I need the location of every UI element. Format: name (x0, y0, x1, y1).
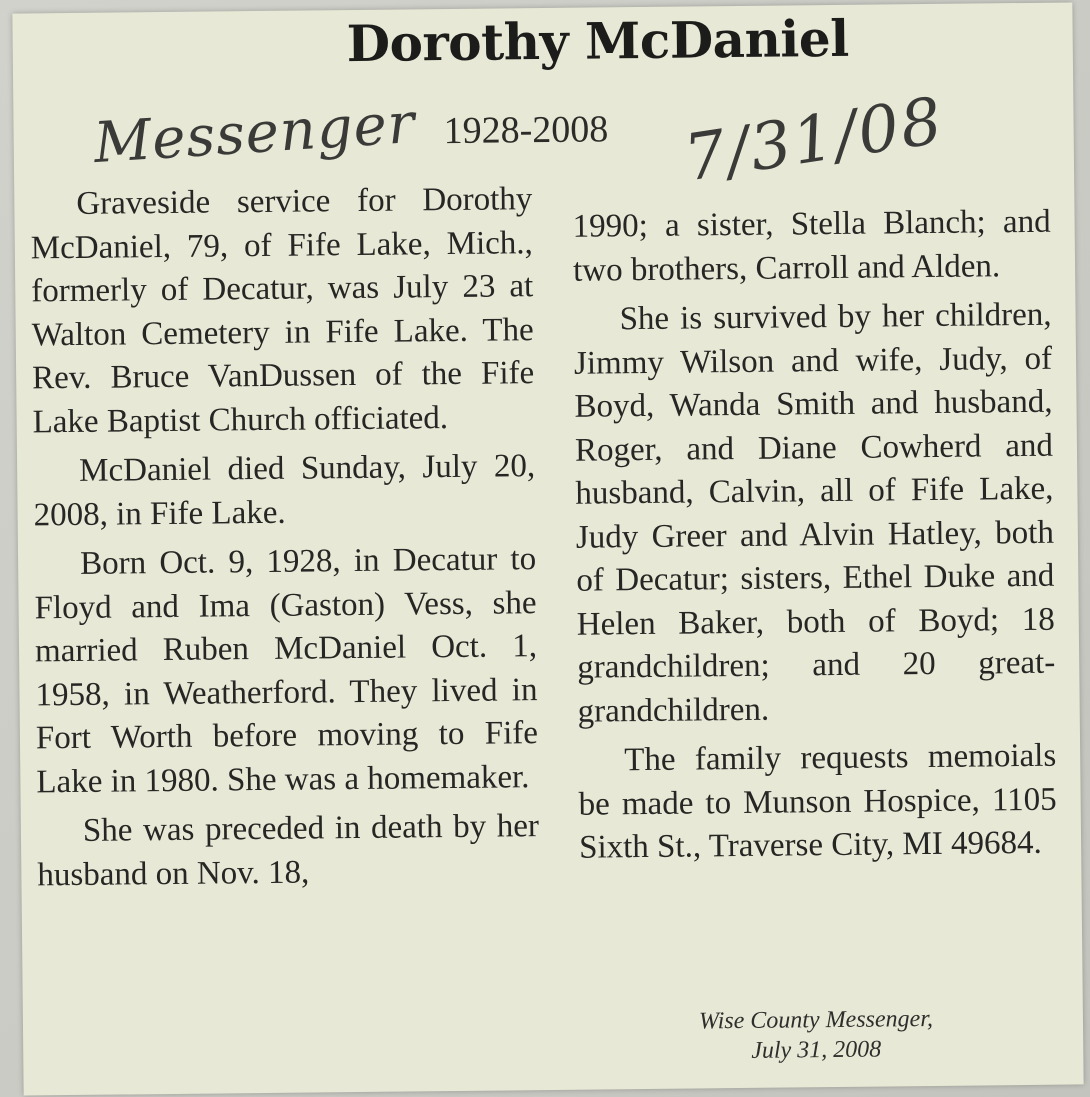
paragraph-biography: Born Oct. 9, 1928, in Decatur to Floyd and Ima (Gaston) Vess, she married Ruben McDaniel Oct. 1, 1958, in Weatherford. They lived in Fort Worth before moving to Fife Lake in 1980. She was a homemaker. (34, 541, 539, 800)
paragraph-preceded: She was preceded in death by her husband on Nov. 18, (37, 808, 540, 893)
paragraph-memorials: The family requests memoials be made to Munson Hospice, 1105 Sixth St., Traverse City, MI 49684. (578, 737, 1057, 866)
right-text-column (572, 201, 1057, 876)
paragraph-service: Graveside service for Dorothy McDaniel, 79, of Fife Lake, Mich., formerly of Decatur, was July 23 at Walton Cemetery in Fife Lake. The Rev. Bruce VanDussen of the Fife Lake Baptist Church officiated. (30, 181, 535, 440)
handwritten-date-note: 7/31/08 (679, 84, 949, 197)
newspaper-clipping (12, 2, 1083, 1095)
handwritten-source-note: Messenger (91, 91, 418, 177)
credit-publication: Wise County Messenger, (698, 1005, 934, 1035)
paragraph-preceded-continued: 1990; a sister, Stella Blanch; and two brothers, Carroll and Alden. (572, 203, 1051, 289)
paragraph-death: McDaniel died Sunday, July 20, 2008, in Fife Lake. (33, 448, 536, 533)
left-text-column (30, 178, 540, 903)
paragraph-survivors: She is survived by her children, Jimmy Wilson and wife, Judy, of Boyd, Wanda Smith and husband, Roger, and Diane Cowherd and husband, Calvin, all of Fife Lake, Judy Greer and Alvin Hatley, both of Decatur; sisters, Ethel Duke and Helen Baker, both of Boyd; 18 grandchildren; and 20 great-grandchildren. (573, 296, 1056, 730)
credit-date: July 31, 2008 (751, 1036, 882, 1064)
source-credit (621, 1003, 1012, 1067)
obituary-years: 1928-2008 (443, 108, 609, 153)
obituary-title: Dorothy McDaniel (346, 8, 849, 74)
